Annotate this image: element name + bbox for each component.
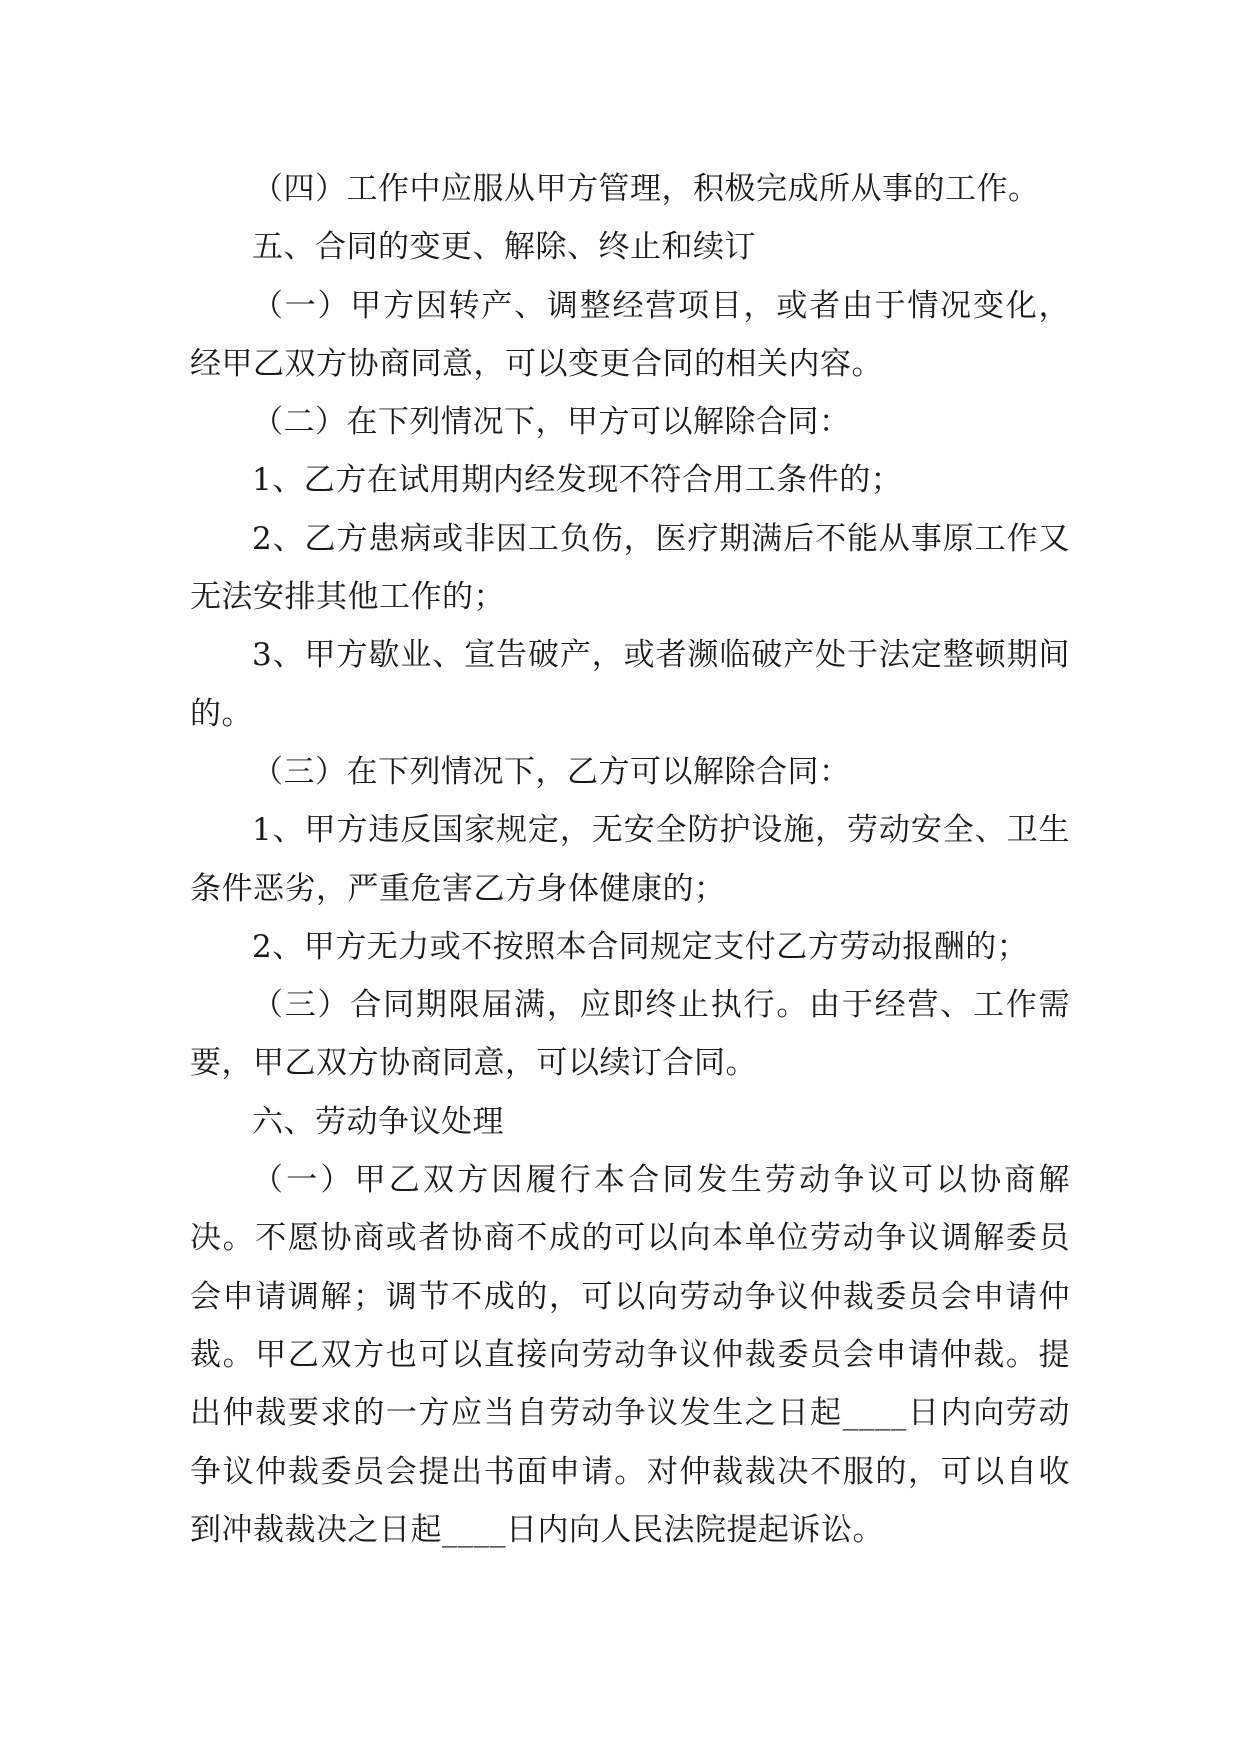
paragraph-clause-5-2-item-3: 3、甲方歇业、宣告破产，或者濒临破产处于法定整顿期间的。 [190,637,1070,732]
heading-section-5: 五、合同的变更、解除、终止和续订 [252,229,756,266]
paragraph-clause-5-1: （一）甲方因转产、调整经营项目，或者由于情况变化，经甲乙双方协商同意，可以变更合同的相关内容。 [190,287,1070,382]
heading-section-6: 六、劳动争议处理 [252,1103,504,1140]
paragraph-clause-5-renewal: （三）合同期限届满，应即终止执行。由于经营、工作需要，甲乙双方协商同意，可以续订合同。 [190,987,1070,1082]
paragraph-clause-5-3-item-2: 2、甲方无力或不按照本合同规定支付乙方劳动报酬的； [252,928,1029,965]
document-body [190,160,1070,1559]
paragraph-clause-6-1: （一）甲乙双方因履行本合同发生劳动争议可以协商解决。不愿协商或者协商不成的可以向本单位劳动争议调解委员会申请调解；调节不成的，可以向劳动争议仲裁委员会申请仲裁。甲乙双方也可以直接向劳动争议仲裁委员会申请仲裁。提出仲裁要求的一方应当自劳动争议发生之日起____日内向劳动争议仲裁委员会提出书面申请。对仲裁裁决不服的，可以自收到冲裁裁决之日起____日内向人民法院提起诉讼。 [190,1162,1070,1548]
paragraph-clause-5-3: （三）在下列情况下，乙方可以解除合同： [252,753,851,790]
paragraph-clause-5-2: （二）在下列情况下，甲方可以解除合同： [252,404,851,441]
paragraph-clause-4-4: （四）工作中应服从甲方管理，积极完成所从事的工作。 [252,171,1040,207]
paragraph-clause-5-3-item-1: 1、甲方违反国家规定，无安全防护设施，劳动安全、卫生条件恶劣，严重危害乙方身体健康的； [190,812,1070,907]
paragraph-clause-5-2-item-1: 1、乙方在试用期内经发现不符合用工条件的； [252,462,903,499]
paragraph-clause-5-2-item-2: 2、乙方患病或非因工负伤，医疗期满后不能从事原工作又无法安排其他工作的； [190,520,1070,616]
